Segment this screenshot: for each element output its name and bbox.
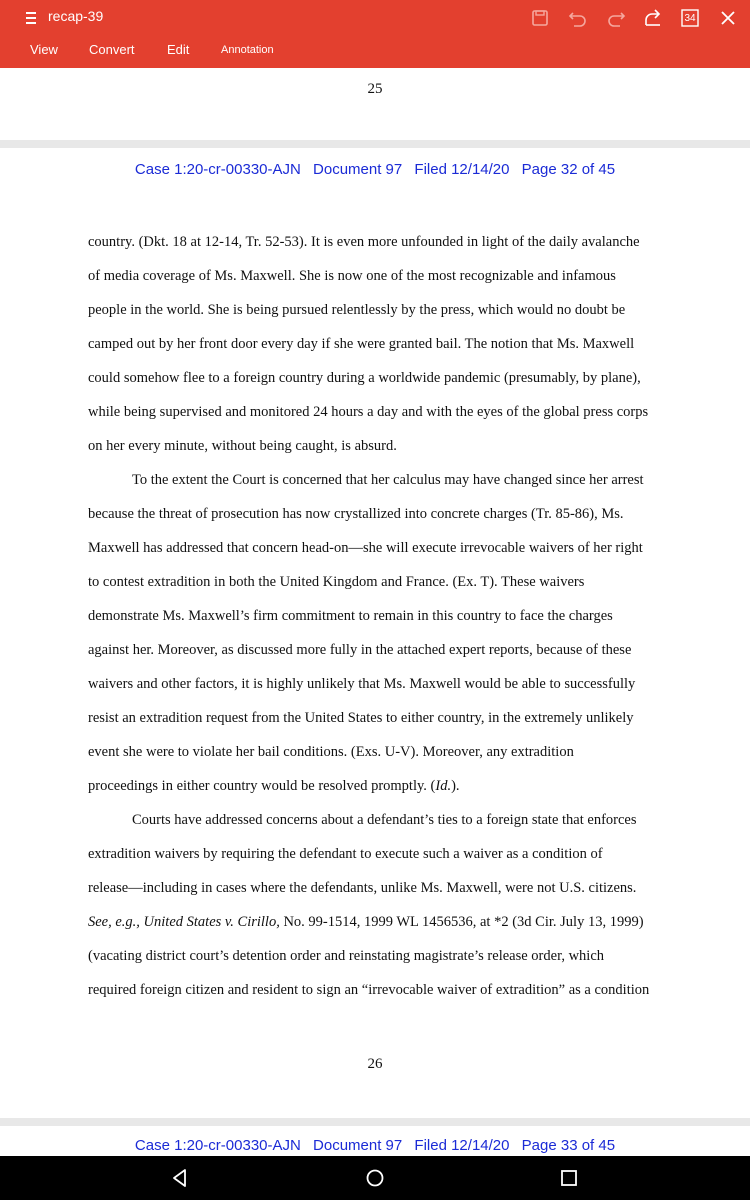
text-line: extradition waivers by requiring the defendant to execute such a waiver as a condition of	[88, 846, 603, 862]
page-of: Page 33 of 45	[521, 1137, 616, 1154]
back-icon[interactable]	[168, 1166, 192, 1190]
previous-page	[0, 68, 750, 140]
mode-tabs	[0, 40, 750, 64]
text-line: of media coverage of Ms. Maxwell. She is now one of the most recognizable and infamous	[88, 268, 616, 284]
text-line: to contest extradition in both the United Kingdom and France. (Ex. T). These waivers	[88, 574, 585, 590]
filed-date: Filed 12/14/20	[414, 1137, 510, 1154]
text-span: ).	[451, 778, 460, 794]
ecf-header	[0, 161, 750, 178]
text-line: demonstrate Ms. Maxwell’s firm commitment to remain in this country to face the charges	[88, 608, 613, 624]
ecf-header	[0, 1137, 750, 1154]
tab-convert[interactable]: Convert	[89, 42, 135, 57]
case-citation: See, e.g., United States v. Cirillo,	[88, 914, 280, 930]
close-icon[interactable]	[716, 6, 740, 30]
system-navigation-bar	[0, 1156, 750, 1200]
text-line: against her. Moreover, as discussed more fully in the attached expert reports, because of these	[88, 642, 632, 658]
text-line: could somehow flee to a foreign country during a worldwide pandemic (presumably, by plane),	[88, 370, 641, 386]
share-icon[interactable]	[641, 6, 665, 30]
text-span: No. 99-1514, 1999 WL 1456536, at *2 (3d Cir. July 13, 1999)	[279, 914, 644, 930]
tab-edit[interactable]: Edit	[167, 42, 190, 57]
page-of: Page 32 of 45	[521, 161, 616, 178]
text-line: camped out by her front door every day if she were granted bail. The notion that Ms. Maxwell	[88, 336, 635, 352]
text-line: waivers and other factors, it is highly unlikely that Ms. Maxwell would be able to successfully	[88, 676, 636, 692]
text-line: people in the world. She is being pursued relentlessly by the press, which would no doubt be	[88, 302, 626, 318]
text-line: Courts have addressed concerns about a defendant’s ties to a foreign state that enforces	[132, 812, 637, 828]
text-line	[88, 778, 460, 795]
page-count-label: 34	[684, 12, 696, 24]
text-line: release—including in cases where the defendants, unlike Ms. Maxwell, were not U.S. citizens.	[88, 880, 637, 896]
tab-annotation[interactable]: Annotation	[221, 44, 274, 56]
filed-date: Filed 12/14/20	[414, 161, 510, 178]
tab-view[interactable]: View	[30, 42, 58, 57]
redo-icon[interactable]	[604, 6, 628, 30]
text-line: while being supervised and monitored 24 hours a day and with the eyes of the global press corps	[88, 404, 649, 420]
text-line: country. (Dkt. 18 at 12-14, Tr. 52-53). It is even more unfounded in light of the daily avalanche	[88, 234, 640, 250]
text-line	[88, 914, 644, 931]
text-line: event she were to violate her bail conditions. (Exs. U-V). Moreover, any extradition	[88, 744, 574, 760]
document-number: Document 97	[313, 1137, 403, 1154]
page-number: 25	[367, 81, 383, 97]
app-toolbar	[0, 0, 750, 68]
text-span: proceedings in either country would be resolved promptly. (	[88, 778, 436, 794]
undo-icon[interactable]	[566, 6, 590, 30]
recents-icon[interactable]	[557, 1166, 581, 1190]
menu-icon[interactable]	[22, 8, 42, 28]
text-line: To the extent the Court is concerned that her calculus may have changed since her arrest	[132, 472, 644, 488]
home-icon[interactable]	[363, 1166, 387, 1190]
text-line: because the threat of prosecution has now crystallized into concrete charges (Tr. 85-86), Ms.	[88, 506, 624, 522]
text-line: (vacating district court’s detention order and reinstating magistrate’s release order, which	[88, 948, 605, 964]
case-number: Case 1:20-cr-00330-AJN	[134, 1137, 301, 1154]
text-line: resist an extradition request from the United States to either country, in the extremely unlikely	[88, 710, 634, 726]
document-number: Document 97	[313, 161, 403, 178]
page-count-icon[interactable]	[678, 6, 702, 30]
text-line: Maxwell has addressed that concern head-on—she will execute irrevocable waivers of her right	[88, 540, 643, 556]
text-line: required foreign citizen and resident to sign an “irrevocable waiver of extradition” as a condition	[88, 982, 650, 998]
page-number: 26	[367, 1056, 383, 1072]
text-line: on her every minute, without being caught, is absurd.	[88, 438, 397, 454]
document-title: recap-39	[48, 8, 104, 24]
id-citation: Id.	[435, 778, 452, 794]
case-number: Case 1:20-cr-00330-AJN	[134, 161, 301, 178]
next-page	[0, 1126, 750, 1156]
document-page	[0, 148, 750, 1118]
save-icon[interactable]	[528, 6, 552, 30]
